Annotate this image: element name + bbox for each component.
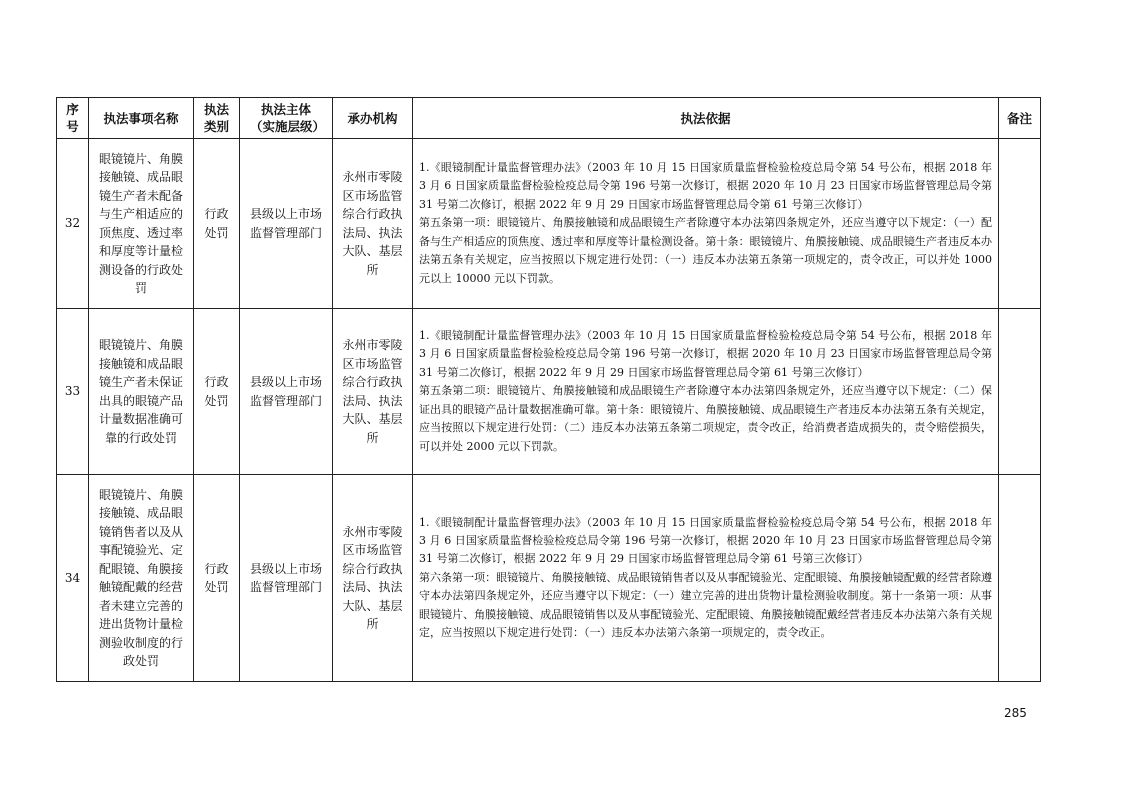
basis-line: 1.《眼镜制配计量监督管理办法》（2003 年 10 月 15 日国家质量监督检验检疫总局令第 54 号公布，根据 2018 年 3 月 6 日国家质量监督检验检疫总局令第 196 号第一次修订，根据 2020 年 10 月 23 日国家市场监督管理总局令第 31 号第二次修订，根据 2022 年 9 月 29 日国家市场监督管理总局令第 61 号第三次修订） xyxy=(419,161,992,211)
row-category: 行政处罚 xyxy=(194,309,240,475)
header-basis: 执法依据 xyxy=(413,98,999,139)
row-category: 行政处罚 xyxy=(194,139,240,309)
row-subject: 县级以上市场监督管理部门 xyxy=(240,309,333,475)
header-org: 承办机构 xyxy=(333,98,413,139)
header-category: 执法类别 xyxy=(194,98,240,139)
row-org: 永州市零陵区市场监管综合行政执法局、执法大队、基层所 xyxy=(333,309,413,475)
enforcement-table xyxy=(56,97,1041,682)
header-no: 序号 xyxy=(57,98,89,139)
row-name: 眼镜镜片、角膜接触镜和成品眼镜生产者未保证出具的眼镜产品计量数据准确可靠的行政处罚 xyxy=(89,309,194,475)
row-basis xyxy=(413,139,999,309)
row-subject: 县级以上市场监督管理部门 xyxy=(240,475,333,682)
row-no: 33 xyxy=(57,309,89,475)
page-number: 285 xyxy=(1004,706,1027,720)
table-row xyxy=(57,309,1041,475)
row-org: 永州市零陵区市场监管综合行政执法局、执法大队、基层所 xyxy=(333,475,413,682)
header-note: 备注 xyxy=(999,98,1041,139)
basis-line: 1.《眼镜制配计量监督管理办法》（2003 年 10 月 15 日国家质量监督检验检疫总局令第 54 号公布，根据 2018 年 3 月 6 日国家质量监督检验检疫总局令第 196 号第一次修订，根据 2020 年 10 月 23 日国家市场监督管理总局令第 31 号第二次修订，根据 2022 年 9 月 29 日国家市场监督管理总局令第 61 号第三次修订） xyxy=(419,515,992,566)
basis-line: 第五条第二项：眼镜镜片、角膜接触镜和成品眼镜生产者除遵守本办法第四条规定外，还应当遵守以下规定：（二）保证出具的眼镜产品计量数据准确可靠。第十条：眼镜镜片、角膜接触镜、成品眼镜生产者违反本办法第五条有关规定，应当按照以下规定进行处罚：（二）违反本办法第五条第二项规定，责令改正，给消费者造成损失的，责令赔偿损失，可以并处 2000 元以下罚款。 xyxy=(419,384,992,453)
row-name: 眼镜镜片、角膜接触镜、成品眼镜销售者以及从事配镜验光、定配眼镜、角膜接触镜配戴的经营者未建立完善的进出货物计量检测验收制度的行政处罚 xyxy=(89,475,194,682)
basis-line: 第五条第一项：眼镜镜片、角膜接触镜和成品眼镜生产者除遵守本办法第四条规定外，还应当遵守以下规定：（一）配备与生产相适应的顶焦度、透过率和厚度等计量检测设备。第十条：眼镜镜片、角膜接触镜、成品眼镜生产者违反本办法第五条有关规定，应当按照以下规定进行处罚：（一）违反本办法第五条第一项规定的，责令改正，可以并处 1000 元以上 10000 元以下罚款。 xyxy=(419,216,992,285)
row-basis xyxy=(413,475,999,682)
row-note xyxy=(999,309,1041,475)
table-row xyxy=(57,139,1041,309)
header-name: 执法事项名称 xyxy=(89,98,194,139)
table-header-row xyxy=(57,98,1041,139)
row-note xyxy=(999,475,1041,682)
row-note xyxy=(999,139,1041,309)
row-no: 32 xyxy=(57,139,89,309)
basis-line: 1.《眼镜制配计量监督管理办法》（2003 年 10 月 15 日国家质量监督检验检疫总局令第 54 号公布，根据 2018 年 3 月 6 日国家质量监督检验检疫总局令第 196 号第一次修订，根据 2020 年 10 月 23 日国家市场监督管理总局令第 31 号第二次修订，根据 2022 年 9 月 29 日国家市场监督管理总局令第 61 号第三次修订） xyxy=(419,329,992,379)
row-no: 34 xyxy=(57,475,89,682)
row-subject: 县级以上市场监督管理部门 xyxy=(240,139,333,309)
header-subject: 执法主体（实施层级） xyxy=(240,98,333,139)
row-basis xyxy=(413,309,999,475)
row-org: 永州市零陵区市场监管综合行政执法局、执法大队、基层所 xyxy=(333,139,413,309)
table-row xyxy=(57,475,1041,682)
row-name: 眼镜镜片、角膜接触镜、成品眼镜生产者未配备与生产相适应的顶焦度、透过率和厚度等计量检测设备的行政处罚 xyxy=(89,139,194,309)
row-category: 行政处罚 xyxy=(194,475,240,682)
basis-line: 第六条第一项：眼镜镜片、角膜接触镜、成品眼镜销售者以及从事配镜验光、定配眼镜、角膜接触镜配戴的经营者除遵守本办法第四条规定外，还应当遵守以下规定：（一）建立完善的进出货物计量检测验收制度。第十一条第一项：从事眼镜镜片、角膜接触镜、成品眼镜销售以及从事配镜验光、定配眼镜、角膜接触镜配戴经营者违反本办法第六条有关规定，应当按照以下规定进行处罚：（一）违反本办法第六条第一项规定的，责令改正。 xyxy=(419,570,992,640)
